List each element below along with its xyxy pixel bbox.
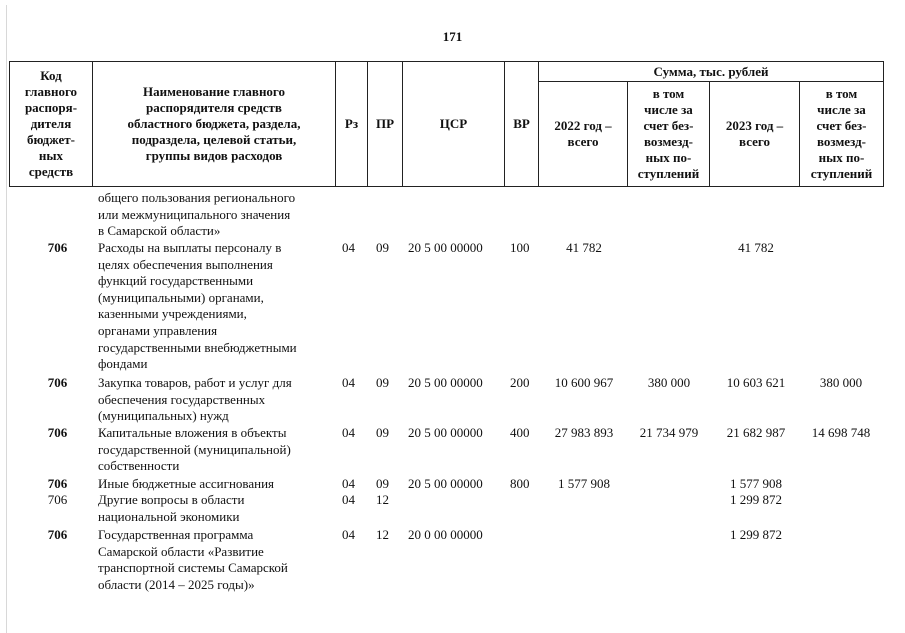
header-2022-total: 2022 год – всего [554,118,612,149]
row-2022-total: 41 782 [566,240,602,255]
row-vr: 800 [510,476,530,491]
row-pr: 09 [376,240,389,255]
header-code: Код главного распоря- дителя бюджет- ных средств [24,68,78,179]
row-rz: 04 [342,492,355,507]
header-bottom-rule [9,186,884,187]
row-2022-total: 1 577 908 [558,476,610,491]
row-pr: 12 [376,527,389,542]
header-csr: ЦСР [439,116,468,131]
row-vr: 100 [510,240,530,255]
row-2023-total: 10 603 621 [726,375,786,390]
row-pr: 09 [376,375,389,390]
row-2023-total: 1 299 872 [730,527,782,542]
header-2023-total: 2023 год – всего [725,118,784,149]
row-name: Расходы на выплаты персоналу в целях обеспечения выполнения функций государственными (муниципальными) органами, казенными учреждениями, органами управления государственными внебюджетными фондами [98,240,297,372]
row-name: Капитальные вложения в объекты государственной (муниципальной) собственности [98,425,291,474]
row-2022-grants: 380 000 [647,375,691,390]
row-pr: 09 [376,425,389,440]
row-2023-total: 1 299 872 [730,492,782,507]
row-2022-grants: 21 734 979 [639,425,699,440]
row-code: 706 [47,375,68,390]
header-2023-grants: в том числе за счет без- возмезд- ных по- ступлений [810,86,873,181]
row-name: Другие вопросы в области национальной экономики [98,492,245,524]
row-csr: 20 5 00 00000 [408,375,483,390]
row-2022-total: 10 600 967 [554,375,614,390]
header-sum: Сумма, тыс. рублей [653,63,769,79]
header-name: Наименование главного распорядителя средств областного бюджета, раздела, подраздела, целевой статьи, группы видов расходов [127,84,301,163]
header-pr: ПР [375,116,395,131]
row-name: общего пользования регионального или межмуниципального значения в Самарской области» [98,190,296,239]
row-csr: 20 5 00 00000 [408,425,483,440]
row-csr: 20 0 00 00000 [408,527,483,542]
row-2023-total: 41 782 [738,240,774,255]
scan-edge [6,5,7,633]
row-csr: 20 5 00 00000 [408,240,483,255]
row-2023-grants: 380 000 [819,375,863,390]
header-vr: ВР [513,116,530,131]
row-rz: 04 [342,375,355,390]
row-2023-total: 1 577 908 [730,476,782,491]
row-pr: 09 [376,476,389,491]
row-code: 706 [47,240,68,255]
row-name: Закупка товаров, работ и услуг для обеспечения государственных (муниципальных) нужд [98,375,292,424]
page-number: 171 [442,29,463,44]
header-rz: Рз [344,116,359,131]
row-2022-total: 27 983 893 [554,425,614,440]
row-csr: 20 5 00 00000 [408,476,483,491]
row-code: 706 [47,476,68,491]
row-2023-total: 21 682 987 [726,425,786,440]
row-pr: 12 [376,492,389,507]
row-code: 706 [47,527,68,542]
row-name: Иные бюджетные ассигнования [98,476,275,491]
row-2023-grants: 14 698 748 [811,425,871,440]
row-rz: 04 [342,476,355,491]
row-vr: 400 [510,425,530,440]
row-vr: 200 [510,375,530,390]
row-rz: 04 [342,240,355,255]
header-2022-grants: в том числе за счет без- возмезд- ных по- ступлений [637,86,700,181]
row-rz: 04 [342,425,355,440]
col-line [883,61,884,187]
row-code: 706 [47,492,68,507]
row-code: 706 [47,425,68,440]
row-rz: 04 [342,527,355,542]
row-name: Государственная программа Самарской области «Развитие транспортной системы Самарской области (2014 – 2025 годы)» [98,527,288,592]
